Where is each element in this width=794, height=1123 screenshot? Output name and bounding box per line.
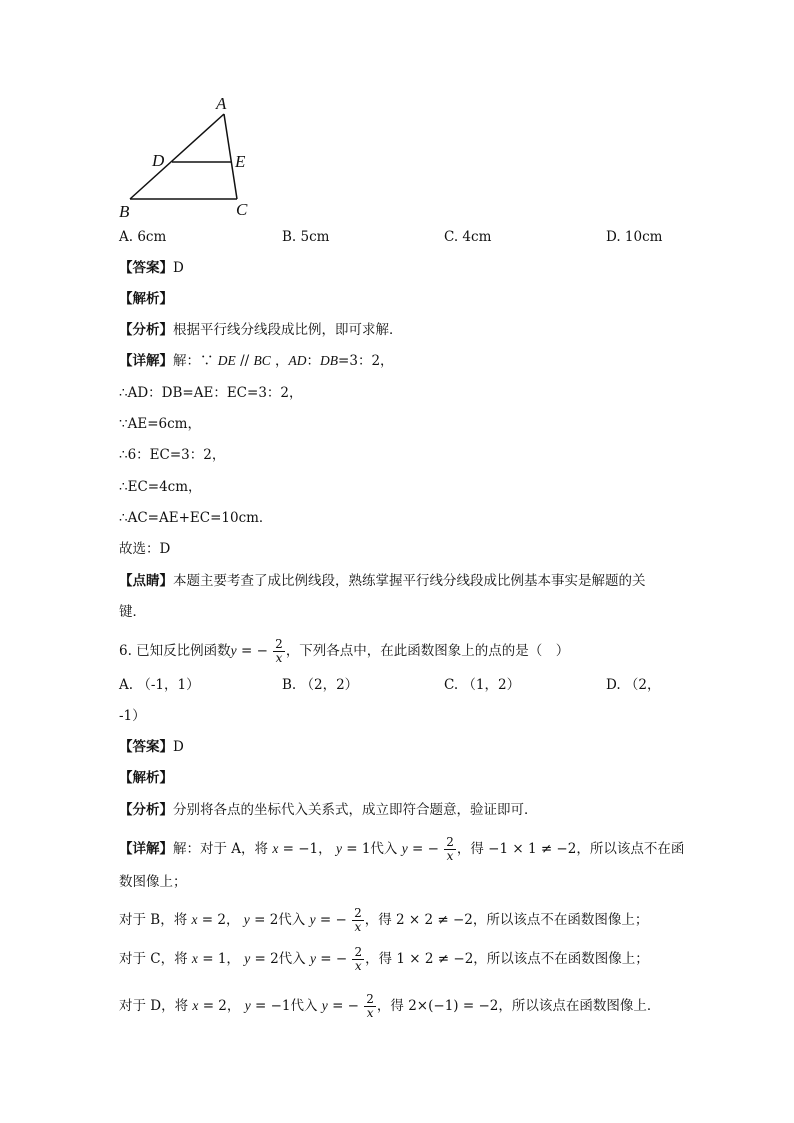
q5-option-d: D. 10cm <box>606 229 663 245</box>
q5-line-3: ∴6：EC=3：2， <box>119 447 226 463</box>
q5-fenxi: 【分析】根据平行线分线段成比例，即可求解． <box>119 322 403 338</box>
label-a: A <box>216 94 227 113</box>
q6-detail-c: 对于 C，将 x = 1， y = 2代入 y = − $\frac{2}{x}$ ，得 1 × 2 ≠ −2，所以该点不在函数图像上； <box>119 945 649 973</box>
q5-line-4: ∴EC=4cm， <box>119 479 202 495</box>
q6-detail-d: 对于 D，将 x = 2， y = −1代入 y = − $\frac{2}{x}$ ，得 2×(−1) = −2，所以该点在函数图像上． <box>119 992 661 1020</box>
q5-analysis-tag: 【解析】 <box>119 291 173 307</box>
q6-detail-b: 对于 B，将 x = 2， y = 2代入 y = − $\frac{2}{x}$ ，得 2 × 2 ≠ −2，所以该点不在函数图像上； <box>119 906 649 934</box>
q5-detail-first-line: 【详解】解：∵ DE // BC ，AD：DB=3：2， <box>119 353 394 369</box>
label-e: E <box>235 152 246 171</box>
q6-fenxi: 【分析】分别将各点的坐标代入关系式，成立即符合题意，验证即可． <box>119 802 538 818</box>
q5-option-a: A. 6cm <box>119 229 167 245</box>
q6-detail-a: 【详解】解：对于 A，将 x = −1， y = 1代入 y = − $\frac{2}{x}$ ，得 −1 × 1 ≠ −2，所以该点不在函 <box>119 835 685 863</box>
q5-comment-cont: 键． <box>119 604 146 620</box>
q6-option-d-cont: -1） <box>119 708 146 724</box>
q5-option-b: B. 5cm <box>282 229 330 245</box>
label-c: C <box>236 200 248 219</box>
q6-stem: 6. 已知反比例函数y = − $\frac{2}{x}$ ，下列各点中，在此函数图象上的点的是（ ） <box>119 637 570 665</box>
q6-detail-a-cont: 数图像上； <box>119 874 187 890</box>
q5-option-c: C. 4cm <box>444 229 492 245</box>
q5-comment: 【点睛】本题主要考查了成比例线段，熟练掌握平行线分线段成比例基本事实是解题的关 <box>119 573 646 589</box>
q6-answer: 【答案】D <box>119 739 184 755</box>
q5-answer: 【答案】D <box>119 260 184 276</box>
q6-option-d: D. （2， <box>606 677 661 693</box>
q6-analysis-tag: 【解析】 <box>119 770 173 786</box>
side-ab <box>130 114 224 199</box>
q5-line-1: ∴AD：DB=AE：EC=3：2， <box>119 385 303 401</box>
q6-option-c: C. （1，2） <box>444 677 521 693</box>
label-d: D <box>152 151 165 170</box>
q6-option-b: B. （2，2） <box>282 677 359 693</box>
q6-option-a: A. （-1，1） <box>119 677 200 693</box>
q5-line-5: ∴AC=AE+EC=10cm． <box>119 510 273 526</box>
q5-line-2: ∵AE=6cm， <box>119 416 201 432</box>
q5-choose: 故选：D <box>119 541 171 557</box>
label-b: B <box>119 202 130 221</box>
triangle-figure <box>0 0 300 230</box>
